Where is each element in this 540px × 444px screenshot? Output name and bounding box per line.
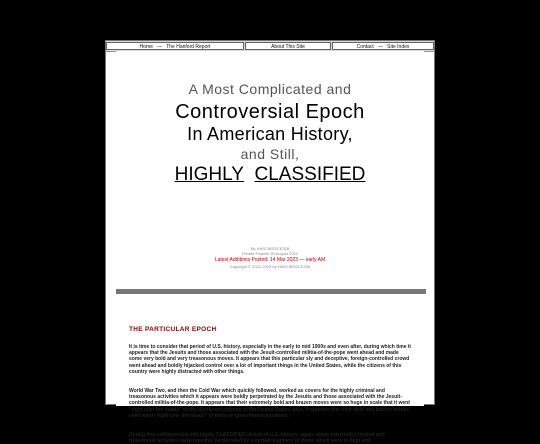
paragraph-3: During this controversial and highly CLASSIFIED period of U.S. history, again, some extremely criminal and treasonous activities were brazenly perpetrated by a certain segment of those which were in high and	[129, 432, 385, 444]
divider-bar	[116, 289, 426, 294]
nav-separator: —	[377, 44, 383, 50]
nav-about-link[interactable]: About This Site	[271, 44, 305, 50]
heading-highly: HIGHLY	[174, 164, 244, 185]
nav-contact-link[interactable]: Contact	[356, 44, 374, 50]
heading-line-5	[116, 164, 424, 186]
nav-about	[245, 42, 331, 50]
paragraph-2: World War Two, and then the Cold War which quickly followed, worked as covers for the highly criminal and treasonous activities which it appears were boldly perpetrated by the Jesuits and those associated with the Jesuit-controlled militia-of-the-pope. It appears that their extremely bold and brazen moves were so huge in scale that it went "right over the heads" of the distracted citizens of the United States, plus, it appears that their bold and brazen moves even went "right over the heads" of those in government positions.	[129, 388, 410, 419]
latest-additions: Latest Additions Posted: 14 Mar 2023 — early AM	[214, 257, 326, 263]
nav-hanford-link[interactable]: The Hanford Report	[166, 44, 211, 50]
content-area	[116, 51, 424, 444]
heading-classified: CLASSIFIED	[254, 164, 366, 185]
page-container	[105, 40, 435, 444]
heading-line-1: A Most Complicated and	[188, 81, 352, 97]
nav-home-link[interactable]: Home	[139, 44, 153, 50]
author-line: By HASCIBSSCE328	[250, 246, 290, 251]
nav-home-hanford	[106, 42, 244, 50]
nav-siteindex-link[interactable]: Site Index	[387, 44, 410, 50]
heading-line-2: Controversial Epoch	[175, 101, 365, 123]
paragraph-1: It is time to consider that period of U.S. history, especially in the early to mid 1900s and even after, during which time it appears that the Jesuits and those associated with the Jesuit-controlled militia-of-the-pope went ahead and made some very bold and very treasonous moves. It appears that this particular sly and deceptive, foreign-controlled crowd went ahead and boldly hijacked control over a lot of important things in the United States, while the citizens of this country were highly distracted with other things.	[129, 344, 411, 375]
posted-date: Private Posted: 25 August 2021	[241, 251, 299, 256]
heading-line-4: and Still,	[240, 146, 300, 162]
nav-contact-index	[332, 42, 434, 50]
section-title: THE PARTICULAR EPOCH	[129, 326, 217, 333]
nav-separator: —	[157, 44, 163, 50]
heading-line-3: In American History,	[187, 124, 353, 144]
copyright: Copyright © 2021-2023 by HASCIBSSCE328	[229, 264, 311, 269]
